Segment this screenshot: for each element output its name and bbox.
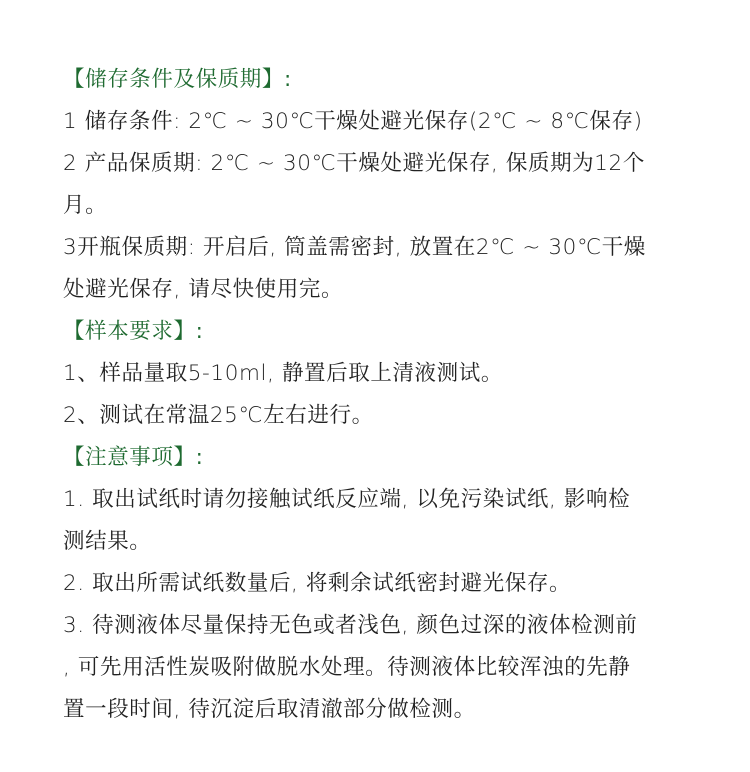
precautions-line-6: 置一段时间, 待沉淀后取清澈部分做检测。 (63, 697, 476, 722)
storage-heading: 【储存条件及保质期】: (63, 67, 292, 92)
precautions-line-4: 3. 待测液体尽量保持无色或者浅色, 颜色过深的液体检测前 (63, 613, 638, 638)
sample-heading: 【样本要求】: (63, 319, 204, 344)
precautions-line-5: , 可先用活性炭吸附做脱水处理。待测液体比较浑浊的先静 (63, 655, 631, 680)
storage-line-1: 1 储存条件: 2℃ ~ 30℃干燥处避光保存(2℃ ~ 8℃保存) (63, 109, 643, 134)
storage-line-3: 月。 (63, 193, 108, 218)
precautions-line-1: 1. 取出试纸时请勿接触试纸反应端, 以免污染试纸, 影响检 (63, 487, 631, 512)
precautions-line-2: 测结果。 (63, 529, 152, 554)
storage-line-5: 处避光保存, 请尽快使用完。 (63, 277, 344, 302)
sample-line-2: 2、测试在常温25℃左右进行。 (63, 403, 374, 428)
storage-line-2: 2 产品保质期: 2℃ ~ 30℃干燥处避光保存, 保质期为12个 (63, 151, 645, 176)
storage-line-4: 3开瓶保质期: 开启后, 筒盖需密封, 放置在2℃ ~ 30℃干燥 (63, 235, 646, 260)
precautions-line-3: 2. 取出所需试纸数量后, 将剩余试纸密封避光保存。 (63, 571, 572, 596)
precautions-heading: 【注意事项】: (63, 445, 204, 470)
sample-line-1: 1、样品量取5-10ml, 静置后取上清液测试。 (63, 361, 503, 386)
instructions-document (63, 59, 723, 731)
